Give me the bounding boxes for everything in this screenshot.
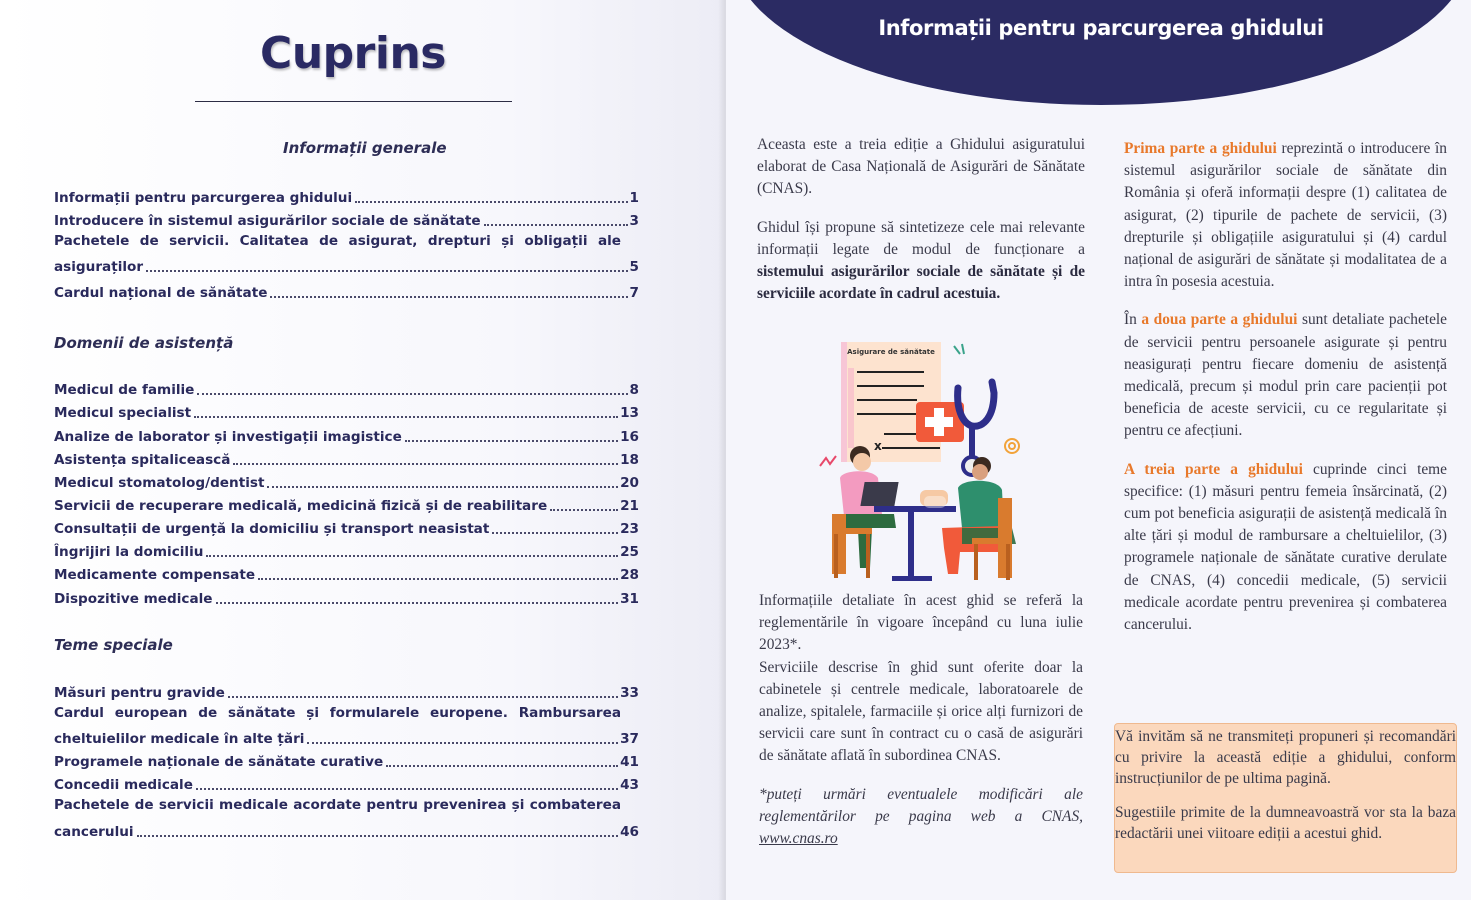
title-divider — [195, 101, 512, 102]
toc-entry[interactable] — [54, 378, 639, 398]
toc-entry-first-line[interactable]: Pachetele de servicii. Calitatea de asigurat, drepturi și obligații ale — [54, 233, 621, 249]
toc-entry[interactable] — [54, 587, 639, 607]
toc-entry[interactable] — [54, 209, 639, 229]
toc-entry[interactable] — [54, 494, 639, 514]
intro-text: Ghidul își propune să sintetizeze cele mai relevante informații legate de modul de funcționare a — [757, 218, 1085, 258]
document-label: Asigurare de sănătate — [847, 348, 935, 356]
toc-entry[interactable] — [54, 255, 639, 275]
toc-entry-text: Servicii de recuperare medicală, medicină fizică și de reabilitare — [54, 498, 548, 514]
svg-text:x: x — [874, 439, 882, 453]
toc-entry-text: Medicul specialist — [54, 405, 192, 421]
toc-leader-dots — [146, 260, 627, 272]
toc-leader-dots — [196, 778, 618, 790]
toc-entry-text: cheltuielilor medicale în alte țări — [54, 731, 305, 747]
part-one-highlight: Prima parte a ghidului — [1124, 140, 1277, 157]
toc-entry-page: 28 — [620, 567, 639, 583]
part-one-text: reprezintă o introducere în sistemul asigurărilor sociale de sănătate din România și oferă informații despre (1) calitatea de asigurat, (2) tipurile de pachete de servicii, (3) drepturile și obligațiile asiguratului și (4) cardul național de asigurări de sănătate și modalitatea de a intra în posesia acestuia. — [1124, 140, 1447, 291]
toc-entry-text: Dispozitive medicale — [54, 591, 213, 607]
toc-entry-text: Programele naționale de sănătate curative — [54, 754, 384, 770]
toc-entry[interactable] — [54, 681, 639, 701]
toc-section-heading: Teme speciale — [54, 636, 173, 654]
toc-entry[interactable] — [54, 448, 639, 468]
doctor-figure — [958, 481, 1004, 528]
toc-entry-text: Introducere în sistemul asigurărilor sociale de sănătate — [54, 213, 481, 229]
toc-entry-text: Medicamente compensate — [54, 567, 256, 583]
toc-entry-text: Măsuri pentru gravide — [54, 685, 225, 701]
toc-leader-dots — [307, 732, 618, 744]
toc-entry-text: Medicul stomatolog/dentist — [54, 475, 265, 491]
toc-leader-dots — [197, 383, 627, 395]
toc-entry[interactable] — [54, 727, 639, 747]
toc-leader-dots — [258, 568, 618, 580]
toc-section-heading: Informații generale — [283, 139, 447, 157]
part-one-paragraph — [1124, 138, 1447, 293]
part-three-text: cuprinde cinci teme specifice: (1) măsuri pentru femeia însărcinată, (2) cum pot beneficia asigurații de asistență medicală în alte țări și modul de rambursare a cheltuielilor, (3) programele naționale de sănătate curative derulate de CNAS, (4) concedii medicale, (5) servicii medicale acordate pentru prevenirea și combaterea cancerului. — [1124, 460, 1447, 634]
part-two-text: sunt detaliate pachetele de servicii pentru persoanele asigurate și pentru neasigurați pentru fiecare domeniu de asistență medicală, precum și modul prin care pacienții pot beneficia de aceste servicii, cu ce regularitate și pentru ce afecțiuni. — [1124, 311, 1448, 440]
toc-leader-dots — [270, 286, 627, 298]
toc-entry[interactable] — [54, 773, 639, 793]
toc-entry[interactable] — [54, 750, 639, 770]
feedback-callout — [1114, 723, 1457, 873]
providers-paragraph: Serviciile descrise în ghid sunt oferite doar la cabinetele și centrele medicale, laboratoarele de analize, spitalele, farmaciile și orice alți furnizori de servicii care sunt în contract cu o casă de asigurări de sănătate aflată în subordinea CNAS. — [759, 658, 1083, 765]
toc-entry-page: 18 — [620, 452, 639, 468]
toc-leader-dots — [216, 592, 619, 604]
toc-leader-dots — [355, 191, 627, 203]
toc-entry-page: 31 — [620, 591, 639, 607]
toc-leader-dots — [228, 686, 618, 698]
toc-entry-page: 33 — [620, 685, 639, 701]
toc-entry[interactable] — [54, 186, 639, 206]
part-three-highlight: A treia parte a ghidului — [1124, 460, 1303, 478]
page-title: Informații pentru parcurgerea ghidului — [878, 16, 1324, 40]
laptop-icon — [860, 482, 898, 506]
toc-entry-text: Îngrijiri la domiciliu — [54, 544, 204, 560]
toc-entry[interactable] — [54, 281, 639, 301]
callout-paragraph: Sugestiile primite de la dumneavoastră vor sta la baza redactării unei viitoare ediții a acestui ghid. — [1115, 804, 1456, 843]
toc-entry-first-line[interactable]: Pachetele de servicii medicale acordate pentru prevenirea și combaterea — [54, 797, 621, 813]
toc-entry-page: 37 — [620, 731, 639, 747]
toc-entry-page: 8 — [629, 382, 639, 398]
toc-entry-text: asiguraților — [54, 259, 144, 275]
toc-leader-dots — [137, 825, 619, 837]
toc-entry-page: 46 — [620, 824, 639, 840]
toc-entry-page: 5 — [629, 259, 639, 275]
toc-entry-page: 7 — [629, 285, 639, 301]
toc-entry-page: 25 — [620, 544, 639, 560]
toc-entry-page: 23 — [620, 521, 639, 537]
toc-entry-text: Asistența spitalicească — [54, 452, 231, 468]
toc-entry-page: 41 — [620, 754, 639, 770]
toc-entry[interactable] — [54, 401, 639, 421]
toc-title: Cuprins — [260, 28, 446, 79]
footnote-text: *puteți urmări eventualele modificări ale reglementărilor pe pagina web a CNAS, — [759, 785, 1083, 825]
toc-entry-first-line[interactable]: Cardul european de sănătate și formularele europene. Rambursarea — [54, 705, 621, 721]
toc-entry-text: Concedii medicale — [54, 777, 193, 793]
toc-leader-dots — [492, 522, 618, 534]
toc-entry-page: 13 — [620, 405, 639, 421]
toc-entry-text: Medicul de familie — [54, 382, 195, 398]
toc-entry-page: 43 — [620, 777, 639, 793]
toc-leader-dots — [550, 499, 618, 511]
intro-paragraph: Aceasta este a treia ediție a Ghidului asiguratului elaborat de Casa Națională de Asigurări de Sănătate (CNAS). — [757, 136, 1085, 198]
toc-page — [0, 0, 726, 900]
callout-paragraph: Vă invităm să ne transmiteți propuneri și recomandări cu privire la această ediție a ghidului, conform instrucțiunilor de pe ultima pagină. — [1115, 728, 1456, 787]
intro-paragraph — [757, 217, 1085, 306]
part-two-paragraph — [1124, 309, 1447, 442]
regulation-paragraph: Informațiile detaliate în acest ghid se referă la reglementările în vigoare începând cu luna iulie 2023*. — [759, 592, 1083, 654]
toc-leader-dots — [194, 406, 618, 418]
part-three-paragraph — [1124, 459, 1447, 637]
part-two-prefix: În — [1124, 311, 1142, 329]
toc-entry[interactable] — [54, 517, 639, 537]
toc-entry[interactable] — [54, 820, 639, 840]
toc-entry[interactable] — [54, 425, 639, 445]
toc-entry-page: 20 — [620, 475, 639, 491]
toc-entry-page: 1 — [629, 190, 639, 206]
toc-entry[interactable] — [54, 563, 639, 583]
toc-entry[interactable] — [54, 471, 639, 491]
toc-leader-dots — [206, 545, 618, 557]
intro-bold-text: sistemului asigurărilor sociale de sănătate și de serviciile acordate în cadrul acestuia. — [757, 263, 1085, 303]
part-two-highlight: a doua parte a ghidului — [1141, 311, 1298, 329]
toc-leader-dots — [233, 453, 618, 465]
toc-entry-page: 16 — [620, 429, 639, 445]
toc-section-heading: Domenii de asistență — [54, 334, 234, 352]
toc-entry-page: 21 — [620, 498, 639, 514]
toc-entry-text: cancerului — [54, 824, 134, 840]
toc-leader-dots — [405, 430, 618, 442]
toc-entry-page: 3 — [629, 213, 639, 229]
toc-leader-dots — [386, 755, 618, 767]
toc-entry-text: Consultații de urgență la domiciliu și transport neasistat — [54, 521, 490, 537]
toc-entry-text: Cardul național de sănătate — [54, 285, 268, 301]
toc-leader-dots — [484, 214, 628, 226]
intro-column — [757, 134, 1085, 321]
toc-entry[interactable] — [54, 540, 639, 560]
health-insurance-illustration — [812, 338, 1028, 584]
details-column — [759, 590, 1083, 866]
footnote — [759, 784, 1083, 851]
cnas-link[interactable]: www.cnas.ro — [759, 830, 838, 848]
parts-column — [1124, 138, 1447, 652]
toc-leader-dots — [267, 476, 618, 488]
toc-entry-text: Informații pentru parcurgerea ghidului — [54, 190, 353, 206]
toc-entry-text: Analize de laborator și investigații imagistice — [54, 429, 402, 445]
